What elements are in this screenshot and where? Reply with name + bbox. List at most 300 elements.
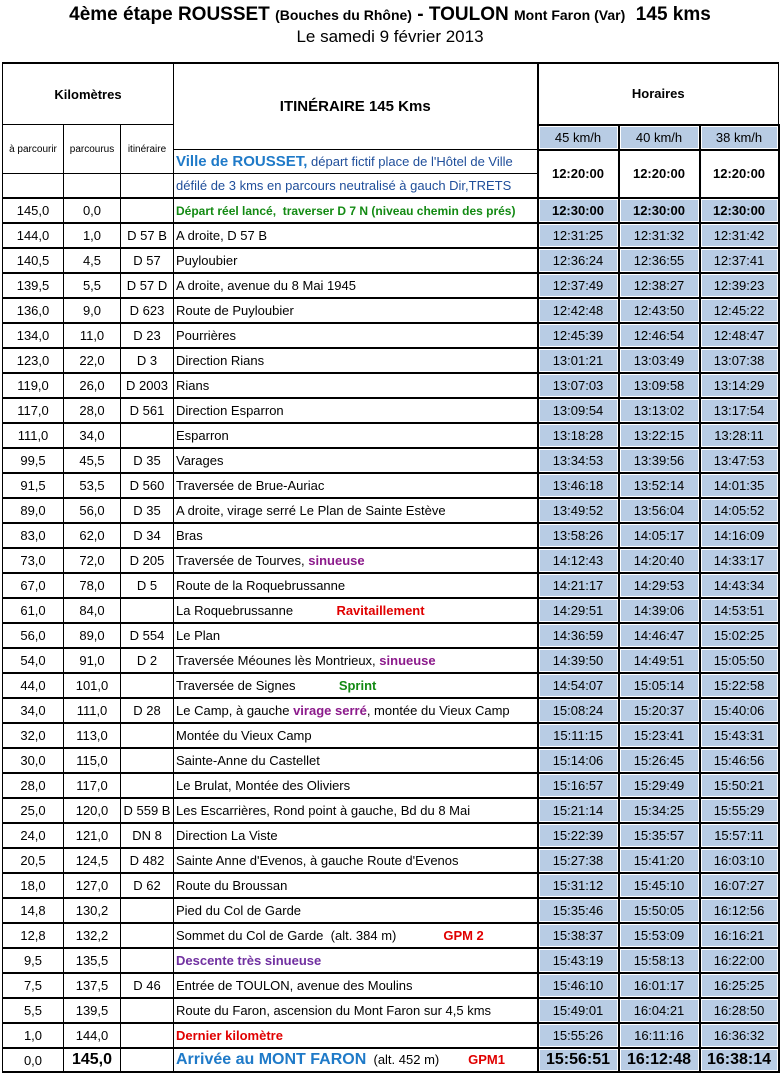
time-45kmh: 15:35:46 [538, 898, 619, 923]
km-done: 22,0 [64, 348, 121, 373]
km-done: 139,5 [64, 998, 121, 1023]
km-done: 5,5 [64, 273, 121, 298]
route-description [174, 223, 538, 248]
description-segment: Entrée de TOULON, avenue des Moulins [176, 978, 413, 993]
description-segment: virage serré [293, 703, 367, 718]
km-done: 101,0 [64, 673, 121, 698]
route-description [174, 973, 538, 998]
speed-40: 40 km/h [619, 125, 700, 150]
time-45kmh: 15:56:51 [538, 1048, 619, 1072]
km-remaining: 14,8 [3, 898, 64, 923]
km-done: 26,0 [64, 373, 121, 398]
table-row [3, 598, 779, 623]
table-row [3, 223, 779, 248]
time-45kmh: 15:21:14 [538, 798, 619, 823]
description-segment: A droite, avenue du 8 Mai 1945 [176, 278, 356, 293]
page-title [0, 4, 780, 26]
table-row [3, 423, 779, 448]
time-38kmh: 16:25:25 [700, 973, 779, 998]
speed-45: 45 km/h [538, 125, 619, 150]
page-subtitle: Le samedi 9 février 2013 [296, 27, 484, 46]
sub-header-done: parcourus [64, 125, 121, 174]
description-segment: Traversée de Signes [176, 678, 339, 693]
time-40kmh: 12:31:32 [619, 223, 700, 248]
time-45kmh: 12:42:48 [538, 298, 619, 323]
description-segment: Traversée de Tourves, [176, 553, 309, 568]
road-number: D 23 [121, 323, 174, 348]
time-38kmh: 13:17:54 [700, 398, 779, 423]
time-45kmh: 15:55:26 [538, 1023, 619, 1048]
road-number: D 3 [121, 348, 174, 373]
route-description [174, 298, 538, 323]
time-40kmh: 13:56:04 [619, 498, 700, 523]
road-number [121, 948, 174, 973]
route-description [174, 723, 538, 748]
description-segment: Départ réel lancé, traverser D 7 N (niveau chemin des prés) [176, 204, 516, 218]
time-40kmh: 12:36:55 [619, 248, 700, 273]
km-done: 53,5 [64, 473, 121, 498]
time-38kmh: 16:22:00 [700, 948, 779, 973]
road-number: D 554 [121, 623, 174, 648]
time-40kmh: 14:29:53 [619, 573, 700, 598]
route-description [174, 673, 538, 698]
description-segment: Direction Rians [176, 353, 265, 368]
time-38kmh: 15:43:31 [700, 723, 779, 748]
kilometres-header: Kilomètres [3, 63, 174, 125]
km-done: 121,0 [64, 823, 121, 848]
time-38kmh: 14:43:34 [700, 573, 779, 598]
table-row [3, 873, 779, 898]
time-45kmh: 12:30:00 [538, 198, 619, 223]
km-done: 130,2 [64, 898, 121, 923]
km-done: 34,0 [64, 423, 121, 448]
time-38kmh: 13:28:11 [700, 423, 779, 448]
road-number: D 2003 [121, 373, 174, 398]
time-38kmh: 13:07:38 [700, 348, 779, 373]
time-40kmh: 13:09:58 [619, 373, 700, 398]
km-done: 45,5 [64, 448, 121, 473]
route-description [174, 748, 538, 773]
table-row [3, 773, 779, 798]
table-row [3, 273, 779, 298]
km-remaining: 34,0 [3, 698, 64, 723]
time-40kmh: 12:43:50 [619, 298, 700, 323]
road-number [121, 673, 174, 698]
time-38kmh: 16:12:56 [700, 898, 779, 923]
time-45kmh: 15:27:38 [538, 848, 619, 873]
road-number: D 35 [121, 498, 174, 523]
km-done: 132,2 [64, 923, 121, 948]
road-number: D 34 [121, 523, 174, 548]
description-segment: Descente très sinueuse [176, 953, 322, 968]
table-row [3, 548, 779, 573]
time-38kmh: 13:14:29 [700, 373, 779, 398]
road-number [121, 1023, 174, 1048]
start-line-2 [174, 174, 538, 199]
road-number: D 35 [121, 448, 174, 473]
time-40kmh: 12:38:27 [619, 273, 700, 298]
description-segment: Le Brulat, Montée des Oliviers [176, 778, 351, 793]
km-remaining: 44,0 [3, 673, 64, 698]
time-38kmh: 15:46:56 [700, 748, 779, 773]
time-40kmh: 15:53:09 [619, 923, 700, 948]
km-done: 84,0 [64, 598, 121, 623]
time-45kmh: 14:54:07 [538, 673, 619, 698]
km-remaining: 0,0 [3, 1048, 64, 1072]
road-number [121, 723, 174, 748]
time-45kmh: 13:18:28 [538, 423, 619, 448]
time-40kmh: 15:50:05 [619, 898, 700, 923]
time-40kmh: 16:12:48 [619, 1048, 700, 1072]
time-38kmh: 15:02:25 [700, 623, 779, 648]
time-45kmh: 13:34:53 [538, 448, 619, 473]
time-45kmh: 15:49:01 [538, 998, 619, 1023]
km-remaining: 136,0 [3, 298, 64, 323]
km-done: 1,0 [64, 223, 121, 248]
km-remaining: 111,0 [3, 423, 64, 448]
time-40kmh: 15:45:10 [619, 873, 700, 898]
time-38kmh: 16:28:50 [700, 998, 779, 1023]
road-number [121, 773, 174, 798]
description-segment: Route du Faron, ascension du Mont Faron sur 4,5 kms [176, 1003, 492, 1018]
speed-38: 38 km/h [700, 125, 779, 150]
time-38kmh: 12:31:42 [700, 223, 779, 248]
time-40kmh: 15:58:13 [619, 948, 700, 973]
time-45kmh: 12:36:24 [538, 248, 619, 273]
time-40kmh: 13:03:49 [619, 348, 700, 373]
km-done: 11,0 [64, 323, 121, 348]
description-segment: Route du Broussan [176, 878, 288, 893]
description-segment: Sainte-Anne du Castellet [176, 753, 320, 768]
route-description [174, 323, 538, 348]
route-description [174, 698, 538, 723]
km-done: 91,0 [64, 648, 121, 673]
route-description [174, 198, 538, 223]
road-number [121, 998, 174, 1023]
road-number: D 28 [121, 698, 174, 723]
empty-cell [3, 174, 64, 199]
start-time-45: 12:20:00 [538, 150, 619, 199]
km-remaining: 20,5 [3, 848, 64, 873]
km-done: 144,0 [64, 1023, 121, 1048]
table-row [3, 523, 779, 548]
table-row [3, 573, 779, 598]
km-remaining: 61,0 [3, 598, 64, 623]
km-done: 28,0 [64, 398, 121, 423]
km-done: 4,5 [64, 248, 121, 273]
km-done: 89,0 [64, 623, 121, 648]
time-38kmh: 15:57:11 [700, 823, 779, 848]
time-40kmh: 15:29:49 [619, 773, 700, 798]
time-45kmh: 14:21:17 [538, 573, 619, 598]
route-description [174, 573, 538, 598]
km-remaining: 18,0 [3, 873, 64, 898]
title-finish: - TOULON [411, 4, 515, 25]
sub-header-remaining: à parcourir [3, 125, 64, 174]
time-40kmh: 14:20:40 [619, 548, 700, 573]
km-remaining: 73,0 [3, 548, 64, 573]
time-40kmh: 15:26:45 [619, 748, 700, 773]
time-40kmh: 14:49:51 [619, 648, 700, 673]
description-segment: Sprint [338, 678, 377, 693]
km-remaining: 28,0 [3, 773, 64, 798]
time-38kmh: 16:36:32 [700, 1023, 779, 1048]
description-segment: , montée du Vieux Camp [366, 703, 510, 718]
km-done: 78,0 [64, 573, 121, 598]
title-finish-region: Mont Faron (Var) [514, 7, 626, 23]
route-description [174, 273, 538, 298]
time-45kmh: 12:37:49 [538, 273, 619, 298]
description-segment: sinueuse [308, 553, 365, 568]
description-segment: Varages [176, 453, 224, 468]
road-number: D 205 [121, 548, 174, 573]
description-segment: Pourrières [176, 328, 236, 343]
road-number: D 57 B [121, 223, 174, 248]
description-segment: départ fictif place de l'Hôtel de Ville [307, 154, 513, 169]
table-row [3, 473, 779, 498]
road-number [121, 598, 174, 623]
road-number: D 560 [121, 473, 174, 498]
time-45kmh: 15:11:15 [538, 723, 619, 748]
km-done: 137,5 [64, 973, 121, 998]
time-45kmh: 14:12:43 [538, 548, 619, 573]
time-45kmh: 13:09:54 [538, 398, 619, 423]
table-row [3, 1023, 779, 1048]
description-segment: Rians [176, 378, 210, 393]
description-segment: (alt. 452 m) [366, 1052, 469, 1067]
road-number: D 482 [121, 848, 174, 873]
time-38kmh: 15:50:21 [700, 773, 779, 798]
time-40kmh: 13:52:14 [619, 473, 700, 498]
route-description [174, 498, 538, 523]
time-45kmh: 15:16:57 [538, 773, 619, 798]
time-45kmh: 13:07:03 [538, 373, 619, 398]
table-row [3, 198, 779, 223]
time-40kmh: 12:30:00 [619, 198, 700, 223]
description-segment: Direction Esparron [176, 403, 284, 418]
time-38kmh: 12:48:47 [700, 323, 779, 348]
km-done: 9,0 [64, 298, 121, 323]
description-segment: défilé de 3 kms en parcours neutralisé à gauch Dir,TRETS [176, 178, 512, 193]
time-38kmh: 16:03:10 [700, 848, 779, 873]
route-description [174, 1023, 538, 1048]
time-38kmh: 14:16:09 [700, 523, 779, 548]
route-description [174, 473, 538, 498]
route-description [174, 548, 538, 573]
route-description [174, 348, 538, 373]
time-40kmh: 15:34:25 [619, 798, 700, 823]
route-description [174, 898, 538, 923]
km-remaining: 119,0 [3, 373, 64, 398]
time-40kmh: 14:39:06 [619, 598, 700, 623]
route-description [174, 923, 538, 948]
time-45kmh: 15:46:10 [538, 973, 619, 998]
time-40kmh: 14:46:47 [619, 623, 700, 648]
start-line-1 [174, 150, 538, 174]
time-38kmh: 14:53:51 [700, 598, 779, 623]
description-segment: Traversée Méounes lès Montrieux, [176, 653, 380, 668]
time-38kmh: 14:33:17 [700, 548, 779, 573]
title-stage: 4ème étape ROUSSET [69, 4, 276, 25]
time-45kmh: 13:01:21 [538, 348, 619, 373]
km-remaining: 139,5 [3, 273, 64, 298]
km-done: 56,0 [64, 498, 121, 523]
km-remaining: 145,0 [3, 198, 64, 223]
route-description [174, 998, 538, 1023]
table-row [3, 948, 779, 973]
time-45kmh: 13:58:26 [538, 523, 619, 548]
route-description [174, 423, 538, 448]
km-remaining: 83,0 [3, 523, 64, 548]
route-description [174, 648, 538, 673]
table-row [3, 998, 779, 1023]
km-done: 0,0 [64, 198, 121, 223]
km-done: 135,5 [64, 948, 121, 973]
description-segment: Direction La Viste [176, 828, 278, 843]
time-40kmh: 15:23:41 [619, 723, 700, 748]
description-segment: GPM 2 [443, 928, 484, 943]
empty-cell [64, 174, 121, 199]
road-number: D 46 [121, 973, 174, 998]
km-remaining: 25,0 [3, 798, 64, 823]
description-segment: Le Camp, à gauche [176, 703, 294, 718]
schedule-header: Horaires [538, 63, 779, 125]
time-40kmh: 13:13:02 [619, 398, 700, 423]
route-description [174, 1048, 538, 1072]
time-38kmh: 14:01:35 [700, 473, 779, 498]
table-row [3, 373, 779, 398]
time-40kmh: 16:04:21 [619, 998, 700, 1023]
time-40kmh: 14:05:17 [619, 523, 700, 548]
table-row [3, 323, 779, 348]
km-done: 127,0 [64, 873, 121, 898]
start-time-38: 12:20:00 [700, 150, 779, 199]
time-38kmh: 12:45:22 [700, 298, 779, 323]
description-segment: Route de la Roquebrussanne [176, 578, 346, 593]
time-45kmh: 15:43:19 [538, 948, 619, 973]
road-number: D 57 D [121, 273, 174, 298]
description-segment: Sommet du Col de Garde (alt. 384 m) [176, 928, 444, 943]
description-segment: sinueuse [379, 653, 436, 668]
route-description [174, 773, 538, 798]
table-row [3, 498, 779, 523]
time-40kmh: 16:01:17 [619, 973, 700, 998]
description-segment: Sainte Anne d'Evenos, à gauche Route d'Evenos [176, 853, 459, 868]
km-done: 113,0 [64, 723, 121, 748]
time-40kmh: 13:39:56 [619, 448, 700, 473]
time-38kmh: 16:07:27 [700, 873, 779, 898]
route-description [174, 823, 538, 848]
time-40kmh: 12:46:54 [619, 323, 700, 348]
km-remaining: 91,5 [3, 473, 64, 498]
description-segment: Ravitaillement [336, 603, 425, 618]
description-segment: Les Escarrières, Rond point à gauche, Bd du 8 Mai [176, 803, 471, 818]
time-45kmh: 13:46:18 [538, 473, 619, 498]
title-start-region: (Bouches du Rhône) [275, 7, 412, 23]
time-45kmh: 15:38:37 [538, 923, 619, 948]
route-description [174, 623, 538, 648]
km-remaining: 24,0 [3, 823, 64, 848]
itinerary-table [2, 62, 780, 1073]
route-description [174, 873, 538, 898]
road-number [121, 923, 174, 948]
route-description [174, 848, 538, 873]
description-segment: La Roquebrussanne [176, 603, 337, 618]
time-45kmh: 14:36:59 [538, 623, 619, 648]
time-45kmh: 13:49:52 [538, 498, 619, 523]
km-remaining: 9,5 [3, 948, 64, 973]
title-distance: 145 kms [625, 4, 711, 25]
route-description [174, 248, 538, 273]
table-row [3, 748, 779, 773]
km-remaining: 12,8 [3, 923, 64, 948]
time-38kmh: 15:05:50 [700, 648, 779, 673]
km-remaining: 32,0 [3, 723, 64, 748]
table-row [3, 248, 779, 273]
time-45kmh: 14:29:51 [538, 598, 619, 623]
road-number [121, 748, 174, 773]
table-row [3, 623, 779, 648]
time-45kmh: 15:22:39 [538, 823, 619, 848]
table-row [3, 898, 779, 923]
time-38kmh: 14:05:52 [700, 498, 779, 523]
table-row [3, 698, 779, 723]
route-description [174, 523, 538, 548]
km-done: 145,0 [64, 1048, 121, 1072]
road-number [121, 423, 174, 448]
route-description [174, 948, 538, 973]
table-row [3, 973, 779, 998]
km-done: 72,0 [64, 548, 121, 573]
road-number: D 561 [121, 398, 174, 423]
km-done: 115,0 [64, 748, 121, 773]
road-number: D 559 B [121, 798, 174, 823]
road-number: D 623 [121, 298, 174, 323]
road-number: D 2 [121, 648, 174, 673]
table-row [3, 923, 779, 948]
table-row [3, 673, 779, 698]
table-row [3, 448, 779, 473]
description-segment: A droite, virage serré Le Plan de Sainte Estève [176, 503, 446, 518]
time-38kmh: 12:39:23 [700, 273, 779, 298]
table-row [3, 823, 779, 848]
km-remaining: 117,0 [3, 398, 64, 423]
time-38kmh: 15:40:06 [700, 698, 779, 723]
km-done: 111,0 [64, 698, 121, 723]
time-38kmh: 13:47:53 [700, 448, 779, 473]
table-row [3, 298, 779, 323]
description-segment: GPM1 [468, 1052, 505, 1067]
route-description [174, 448, 538, 473]
time-40kmh: 15:05:14 [619, 673, 700, 698]
time-40kmh: 15:35:57 [619, 823, 700, 848]
description-segment: Esparron [176, 428, 229, 443]
road-number [121, 198, 174, 223]
start-time-40: 12:20:00 [619, 150, 700, 199]
route-description [174, 398, 538, 423]
table-row [3, 723, 779, 748]
time-45kmh: 12:31:25 [538, 223, 619, 248]
km-remaining: 99,5 [3, 448, 64, 473]
table-row [3, 348, 779, 373]
time-45kmh: 15:31:12 [538, 873, 619, 898]
km-remaining: 140,5 [3, 248, 64, 273]
table-row [3, 398, 779, 423]
time-38kmh: 16:38:14 [700, 1048, 779, 1072]
description-segment: Montée du Vieux Camp [176, 728, 312, 743]
km-remaining: 1,0 [3, 1023, 64, 1048]
time-38kmh: 12:30:00 [700, 198, 779, 223]
